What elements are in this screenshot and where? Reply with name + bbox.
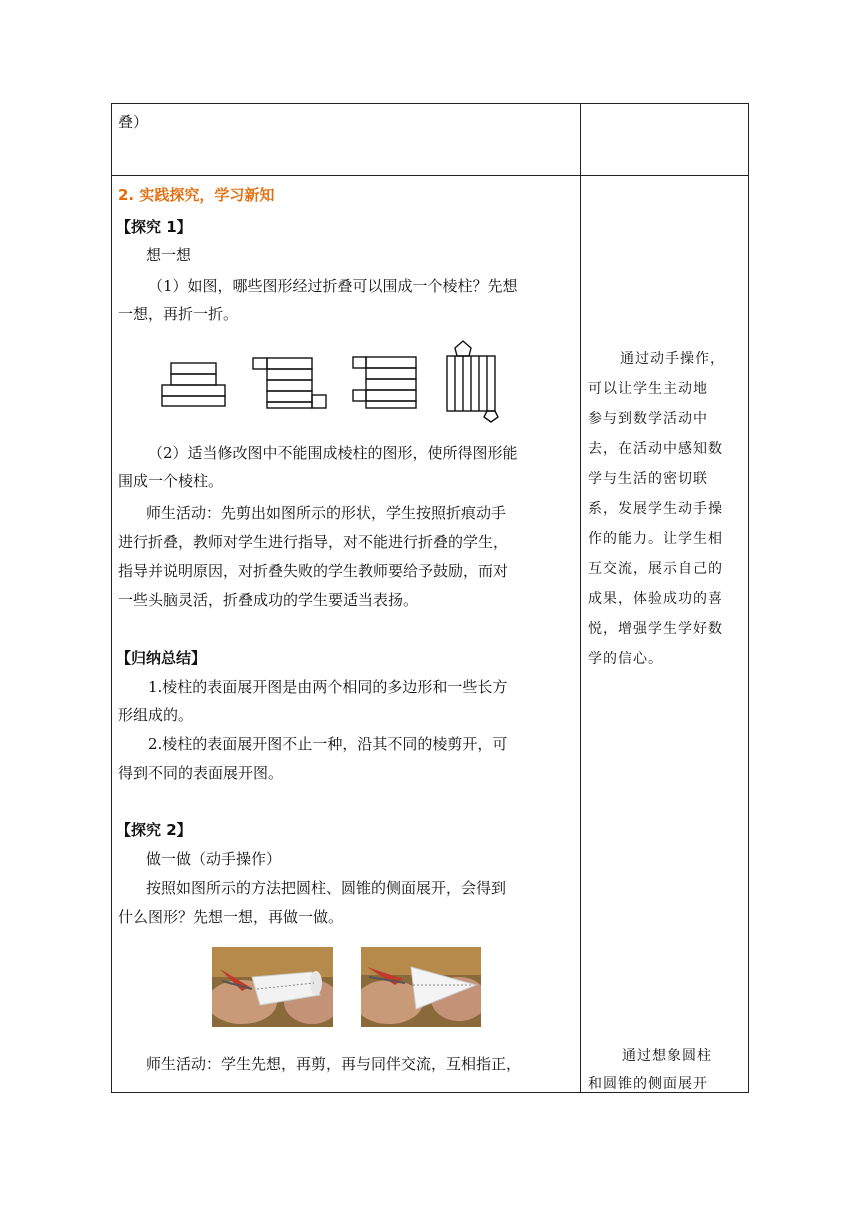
net-figure-4 xyxy=(447,341,498,422)
cone-cutting-photo xyxy=(361,947,481,1027)
net-figure-1 xyxy=(162,363,225,406)
side-note-2-line: 通过想象圆柱 xyxy=(622,1048,712,1064)
explore1-activity-line3: 指导并说明原因，对折叠失败的学生教师要给予鼓励，而对 xyxy=(118,562,509,580)
side-note-1-line: 参与到数学活动中 xyxy=(588,411,708,427)
explore1-q1-line1: （1）如图，哪些图形经过折叠可以围成一个棱柱？先想 xyxy=(148,277,518,295)
explore1-sub: 想一想 xyxy=(146,246,192,264)
summary-p1-line2: 形组成的。 xyxy=(118,706,194,724)
explore2-activity-line1: 师生活动：学生先想，再剪，再与同伴交流，互相指正， xyxy=(146,1055,522,1073)
side-note-1-line: 互交流，展示自己的 xyxy=(588,561,723,577)
prism-nets-figure xyxy=(155,338,505,423)
summary-p2-line2: 得到不同的表面展开图。 xyxy=(118,764,284,782)
summary-p1-line1: 1.棱柱的表面展开图是由两个相同的多边形和一些长方 xyxy=(148,678,508,696)
side-note-1-line: 学与生活的密切联 xyxy=(588,471,708,487)
cylinder-cutting-photo xyxy=(212,947,333,1027)
explore1-activity-line1: 师生活动：先剪出如图所示的形状，学生按照折痕动手 xyxy=(146,504,507,522)
side-note-1-line: 去，在活动中感知数 xyxy=(588,441,723,457)
side-note-1-line: 系，发展学生动手操 xyxy=(588,501,723,517)
explore2-sub: 做一做（动手操作） xyxy=(146,850,282,868)
summary-p2-line1: 2.棱柱的表面展开图不止一种，沿其不同的棱剪开，可 xyxy=(148,735,508,753)
row-divider xyxy=(111,175,749,176)
explore1-q2-line1: （2）适当修改图中不能围成棱柱的图形，使所得图形能 xyxy=(148,444,518,462)
explore1-activity-line4: 一些头脑灵活，折叠成功的学生要适当表扬。 xyxy=(118,591,419,609)
net-figure-2 xyxy=(253,358,326,408)
net-figure-3 xyxy=(353,357,416,408)
explore2-q-line2: 什么图形？先想一想，再做一做。 xyxy=(118,908,344,926)
explore2-q-line1: 按照如图所示的方法把圆柱、圆锥的侧面展开，会得到 xyxy=(146,879,507,897)
explore1-q1-line2: 一想，再折一折。 xyxy=(118,305,239,323)
explore1-q2-line2: 围成一个棱柱。 xyxy=(118,472,224,490)
explore1-heading: 【探究 1】 xyxy=(116,218,192,236)
side-note-1-line: 成果，体验成功的喜 xyxy=(588,591,723,607)
section-title: 2. 实践探究，学习新知 xyxy=(118,186,275,204)
side-note-1-line: 悦，增强学生学好数 xyxy=(588,621,723,637)
continued-text: 叠） xyxy=(118,113,149,131)
side-note-1-line: 作的能力。让学生相 xyxy=(588,531,723,547)
explore1-activity-line2: 进行折叠，教师对学生进行指导，对不能进行折叠的学生， xyxy=(118,533,509,551)
side-note-1-line: 通过动手操作， xyxy=(620,351,725,367)
side-note-2-line: 和圆锥的侧面展开 xyxy=(588,1076,708,1092)
summary-heading: 【归纳总结】 xyxy=(116,649,207,667)
explore2-heading: 【探究 2】 xyxy=(116,821,192,839)
column-divider xyxy=(580,103,581,1093)
side-note-1-line: 学的信心。 xyxy=(588,651,663,667)
side-note-1-line: 可以让学生主动地 xyxy=(588,381,708,397)
